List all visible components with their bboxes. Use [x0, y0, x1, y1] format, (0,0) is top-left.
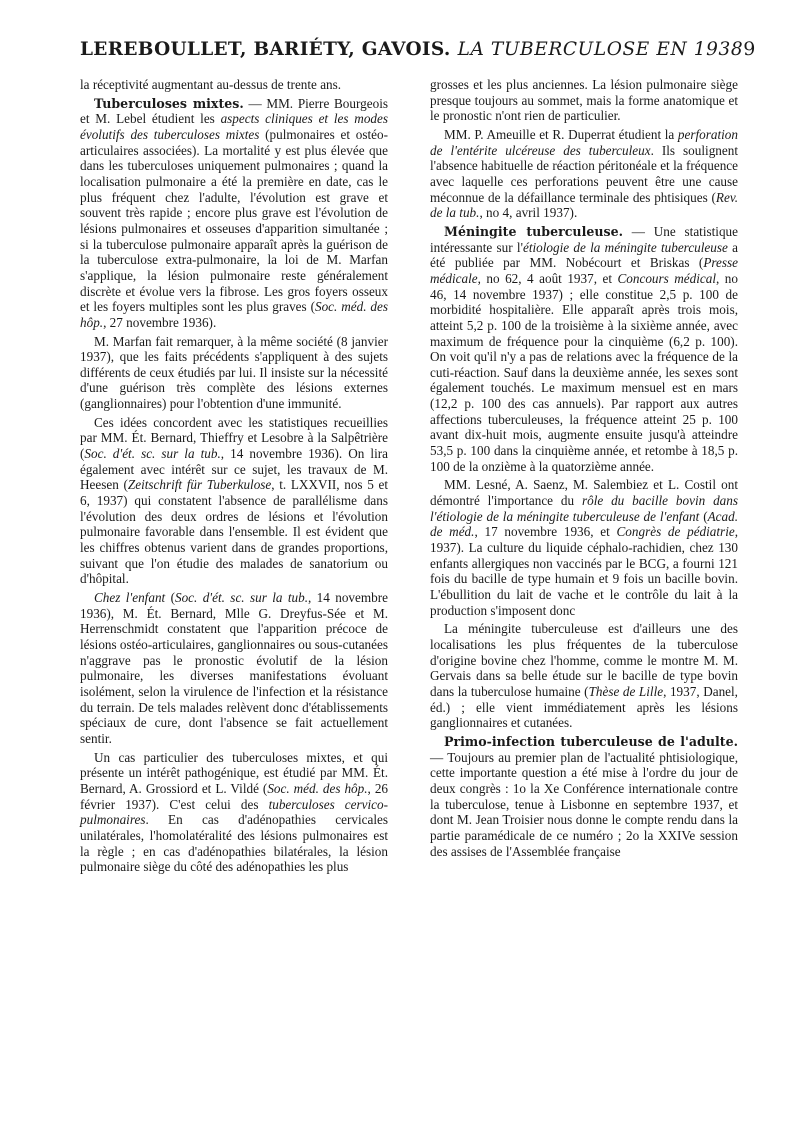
italic-run: Congrès de pédiatrie [616, 524, 735, 540]
paragraph-p9 [430, 224, 738, 475]
running-header [80, 38, 756, 70]
text-run: M. Marfan fait remarquer, à la même société (8 janvier 1937), que les faits précédents s'appliquent à des sujets différents de ceux étudiés par lui. Il insiste sur la nécessité d'une guérison très complète des lésions externes (ganglionnaires) pour l'obtention d'une immunité. [80, 333, 388, 412]
italic-run: perforation de l'entérite ulcéreuse des tuberculeux [430, 126, 738, 158]
header-title: LA TUBERCULOSE EN 1938 [457, 39, 744, 60]
text-run: Ces idées concordent avec les statistiques recueillies par MM. Ét. Bernard, Thieffry et Lesobre à la Salpêtrière ( [80, 414, 388, 462]
paragraph-p1 [80, 77, 388, 93]
text-run: grosses et les plus anciennes. La lésion pulmonaire siège presque toujours au sommet, mais la forme anatomique et le pronostic n'ont rien de particulier. [430, 77, 738, 124]
text-run: la réceptivité augmentant au-dessus de trente ans. [80, 77, 342, 92]
text-run: Un cas particulier des tuberculoses mixtes, et qui présente un intérêt pathogénique, est étudié par MM. Ét. Bernard, A. Grossiord et L. Vildé ( [80, 749, 388, 796]
paragraph-p2 [80, 96, 388, 331]
paragraph-p11 [430, 621, 738, 731]
italic-run: Acad. de méd. [430, 508, 738, 540]
italic-run: tuberculoses cervico-pulmonaires [80, 796, 388, 828]
section-heading: Primo-infection tuberculeuse de l'adulte. [444, 733, 738, 749]
text-run: — MM. Pierre Bourgeois et M. Lebel étudient les [80, 95, 388, 127]
text-run: , 1937). La culture du liquide céphalo-rachidien, chez 130 enfants allergiques non vaccinés par le BCG, a fourni 121 fois du bacille de type humain et 9 fois un bacille bovin. L'ébullition du lait de vache et le contrôle du lait à la production s'imposent donc [430, 524, 739, 618]
italic-run: étiologie de la méningite tuberculeuse [522, 239, 728, 255]
italic-run: rôle du bacille bovin dans l'étiologie de la méningite tuberculeuse de l'enfant [430, 493, 738, 524]
text-run: — Une statistique intéressante sur l' [430, 223, 738, 255]
text-run: , no 46, 14 novembre 1937) ; elle constitue 2,5 p. 100 de morbidité hospitalière. Elle apparaît après trois mois, atteint 5,2 p. 100 de la troisième à la sixième année, avec maximum de fréquence pour la cinquième (6,2 p. 100). On voit qu'il n'y a pas de relations avec la fréquence de la cuti-réaction. Sauf dans la deuxième année, les sexes sont également touchés. Le maximum mensuel est en mars (12,2 p. 100 des cas annuels). Par rapport aux autres affections tuberculeuses, la fréquence atteint 25 p. 100 avant dix-huit mois, augmente ensuite jusqu'à atteindre 53,5 p. 100 dans la cinquième année, et retombe à 18,5 p. 100 de la onzième à la quatorzième année. [430, 270, 738, 474]
paragraph-p3 [80, 334, 388, 412]
italic-run: Presse médicale [430, 255, 738, 286]
text-run: . Ils soulignent l'absence habituelle de réaction péritonéale et la fréquence avec laquelle ces perforations peuvent être une cause méconnue de la défaillance terminale des phtisiques ( [430, 142, 738, 205]
paragraph-p6 [80, 750, 388, 875]
paragraph-p7 [430, 77, 738, 124]
paragraph-p8 [430, 127, 738, 221]
italic-run: Chez l'enfant [94, 590, 166, 605]
italic-run: Soc. méd. des hôp. [80, 299, 389, 330]
header-authors: LEREBOULLET, BARIÉTY, GAVOIS. [80, 39, 451, 60]
text-run: ( [699, 508, 708, 524]
text-run: , 1937, Danel, éd.) ; elle vient immédiatement après les lésions ganglionnaires et cutanées. [430, 683, 738, 731]
text-run: , 17 novembre 1936, et [474, 524, 617, 540]
text-run: , no 62, 4 août 1937, et [477, 270, 618, 286]
page-number: 9 [743, 38, 756, 60]
text-run: — Toujours au premier plan de l'actualité phtisiologique, cette importante question a été mise à l'ordre du jour de deux congrès : 1o la Xe Conférence internationale contre la tuberculose, tenue à Lisbonne en septembre 1937, et dont M. Jean Troisier nous donne le compte rendu dans la partie paramédicale de ce numéro ; 2o la XXIVe session des assises de l'Assemblée française [430, 749, 738, 859]
paragraph-p5 [80, 590, 388, 747]
text-run: (pulmonaires et ostéo-articulaires associées). La mortalité y est plus élevée que dans les tuberculoses uniquement pulmonaires ; quand la localisation pulmonaire a été la première en date, cas le plus fréquent chez l'adulte, l'évolution est grave et souvent très rapide ; encore plus grave est l'évolution de lésions pulmonaires et osseuses d'apparition simultanée ; si la tuberculose pulmonaire apparaît après la guérison de la tuberculose extra-pulmonaire, la loi de M. Marfan s'applique, la lésion pulmonaire reste généralement discrète et évolue vers la fibrose. Les gros foyers osseux et les foyers multiples sont les plus graves ( [80, 126, 389, 315]
text-run: . En cas d'adénopathies cervicales unilatérales, l'homolatéralité des lésions pulmonaires est la règle ; en cas d'adénopathies bilatérales, la lésion pulmonaire siège du côté des adénopathies les plus [80, 812, 388, 875]
italic-run: Concours médical [617, 270, 717, 286]
text-run: , 27 novembre 1936). [103, 314, 217, 330]
paragraph-p12 [430, 734, 738, 859]
left-column [80, 77, 388, 875]
text-run: , 26 février 1937). C'est celui des [80, 780, 388, 812]
italic-run: Soc. d'ét. sc. sur la tub. [84, 446, 221, 462]
paragraph-p4 [80, 415, 388, 587]
text-run: , t. LXXVII, nos 5 et 6, 1937) qui constatent l'absence de parallélisme dans l'évolution des deux ordres de lésions et l'évolution pulmonaire favorable dans l'ensemble. Il est évident que les chiffres obtenus varient dans de grandes proportions, suivant que l'on étudie des malades de sanatorium ou d'hôpital. [80, 477, 388, 587]
italic-run: Soc. méd. des hôp. [267, 780, 368, 796]
section-heading: Méningite tuberculeuse. [444, 223, 624, 239]
text-run: , 14 novembre 1936), M. Ét. Bernard, Mlle G. Dreyfus-Sée et M. Herrenschmidt constatent que l'apparition précoce de lésions ostéo-articulaires, ganglionnaires ou sous-cutanées n'aggrave pas le pronostic évolutif de la lésion pulmonaire, les diverses manifestations évoluant isolément, selon la virulence de l'infection et la résistance du terrain. De tels malades relèvent donc d'établissements spéciaux de cure, dont l'absence se fait actuellement sentir. [80, 590, 388, 746]
italic-run: Rev. de la tub. [430, 189, 738, 221]
text-run: ( [165, 590, 175, 605]
text-run: , 14 novembre 1936). On lira également avec intérêt sur ce sujet, les travaux de M. Heesen ( [80, 446, 388, 493]
italic-run: aspects cliniques et les modes évolutifs des tuberculoses mixtes [80, 111, 388, 142]
italic-run: Soc. d'ét. sc. sur la tub. [174, 590, 308, 605]
right-column [430, 77, 738, 875]
italic-run: Thèse de Lille [588, 683, 664, 699]
section-heading: Tuberculoses mixtes. [94, 95, 244, 111]
text-run: MM. P. Ameuille et R. Duperrat étudient la [444, 126, 678, 142]
text-run: , no 4, avril 1937). [479, 205, 578, 221]
text-run: a été publiée par MM. Nobécourt et Briskas ( [430, 239, 739, 271]
paragraph-p10 [430, 477, 738, 618]
text-columns [80, 77, 738, 875]
text-run: MM. Lesné, A. Saenz, M. Salembiez et L. Costil ont démontré l'importance du [430, 477, 738, 509]
italic-run: Zeitschrift für Tuberkulose [127, 477, 272, 493]
text-run: La méningite tuberculeuse est d'ailleurs une des localisations les plus fréquentes de la tuberculose d'origine bovine chez l'homme, comme le montre M. M. Gervais dans sa belle étude sur le bacille de type bovin dans la tuberculose humaine ( [430, 621, 738, 699]
